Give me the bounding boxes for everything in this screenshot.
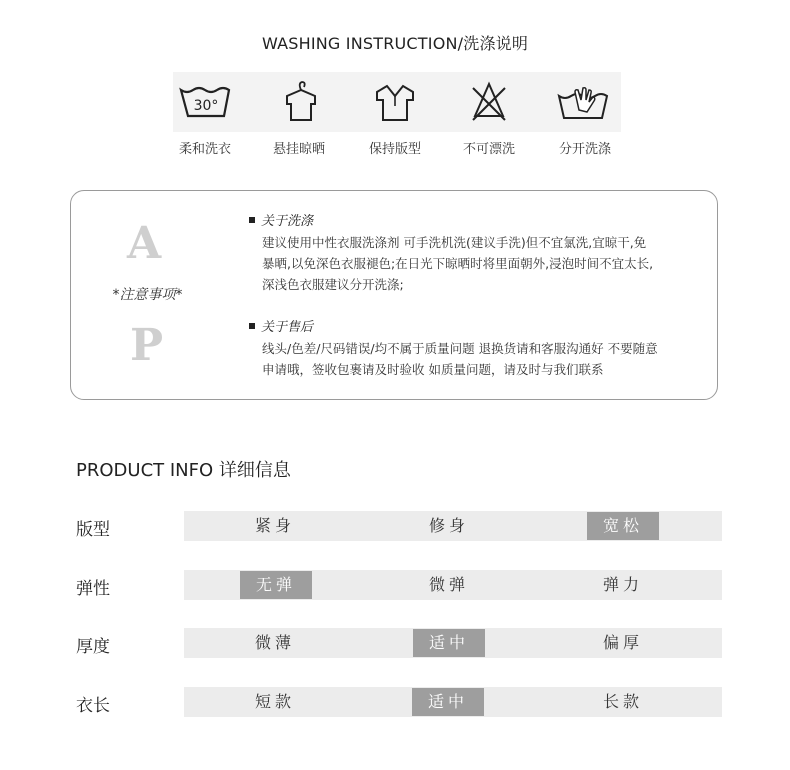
washing-section-heading: 关于洗涤 [249, 210, 313, 229]
wash-temperature: 30° [193, 98, 219, 114]
length-option-medium-selected: 适中 [412, 688, 484, 716]
thickness-option-bar [184, 628, 722, 658]
row-label-length: 衣长 [76, 696, 110, 716]
thickness-option-thin: 微薄 [254, 633, 295, 652]
elasticity-option-stretch: 弹力 [602, 575, 643, 594]
thickness-option-thick: 偏厚 [602, 633, 643, 652]
bullet-square-icon [249, 323, 255, 329]
wash-separately-icon [553, 80, 613, 124]
elasticity-option-bar [184, 570, 722, 600]
notes-label: *注意事项* [112, 287, 183, 303]
notes-letter-a: A [127, 218, 162, 269]
notes-letter-p: P [130, 320, 164, 371]
no-bleach-icon [459, 80, 519, 124]
gentle-wash-30-icon [177, 80, 237, 124]
row-label-elasticity: 弹性 [76, 579, 110, 599]
washing-instruction-title: WASHING INSTRUCTION/洗涤说明 [261, 34, 529, 53]
row-label-thickness: 厚度 [76, 637, 110, 657]
fit-option-loose-selected: 宽松 [587, 512, 659, 540]
elasticity-option-slight: 微弹 [428, 575, 469, 594]
fit-option-bar [184, 511, 722, 541]
row-label-fit: 版型 [76, 520, 110, 540]
aftersale-section-body: 线头/色差/尺码错误/均不属于质量问题 退换货请和客服沟通好 不要随意 申请哦，签收包裹请及时验收 如质量问题，请及时与我们联系 [262, 341, 658, 377]
bullet-square-icon [249, 217, 255, 223]
icon-label-keep-shape: 保持版型 [368, 142, 421, 157]
icon-label-no-bleach: 不可漂洗 [462, 142, 515, 157]
hang-dry-icon [271, 80, 331, 124]
icon-label-hang-dry: 悬挂晾晒 [272, 142, 325, 157]
icon-label-wash-separately: 分开洗涤 [558, 142, 611, 157]
washing-section-body: 建议使用中性衣服洗涤剂 可手洗机洗(建议手洗)但不宜氯洗,宜晾干,免 暴晒,以免深色衣服褪色;在日光下晾晒时将里面朝外,浸泡时间不宜太长, 深浅色衣服建议分开洗涤; [262, 235, 654, 292]
length-option-bar [184, 687, 722, 717]
fit-option-slim: 修身 [428, 516, 469, 535]
keep-shape-icon [365, 80, 425, 124]
icon-label-gentle-wash: 柔和洗衣 [178, 142, 231, 157]
elasticity-option-none-selected: 无弹 [240, 571, 312, 599]
product-info-title: PRODUCT INFO 详细信息 [76, 460, 291, 481]
fit-option-tight: 紧身 [254, 516, 295, 535]
length-option-short: 短款 [254, 692, 295, 711]
length-option-long: 长款 [602, 692, 643, 711]
thickness-option-medium-selected: 适中 [413, 629, 485, 657]
aftersale-section-heading: 关于售后 [249, 316, 313, 335]
